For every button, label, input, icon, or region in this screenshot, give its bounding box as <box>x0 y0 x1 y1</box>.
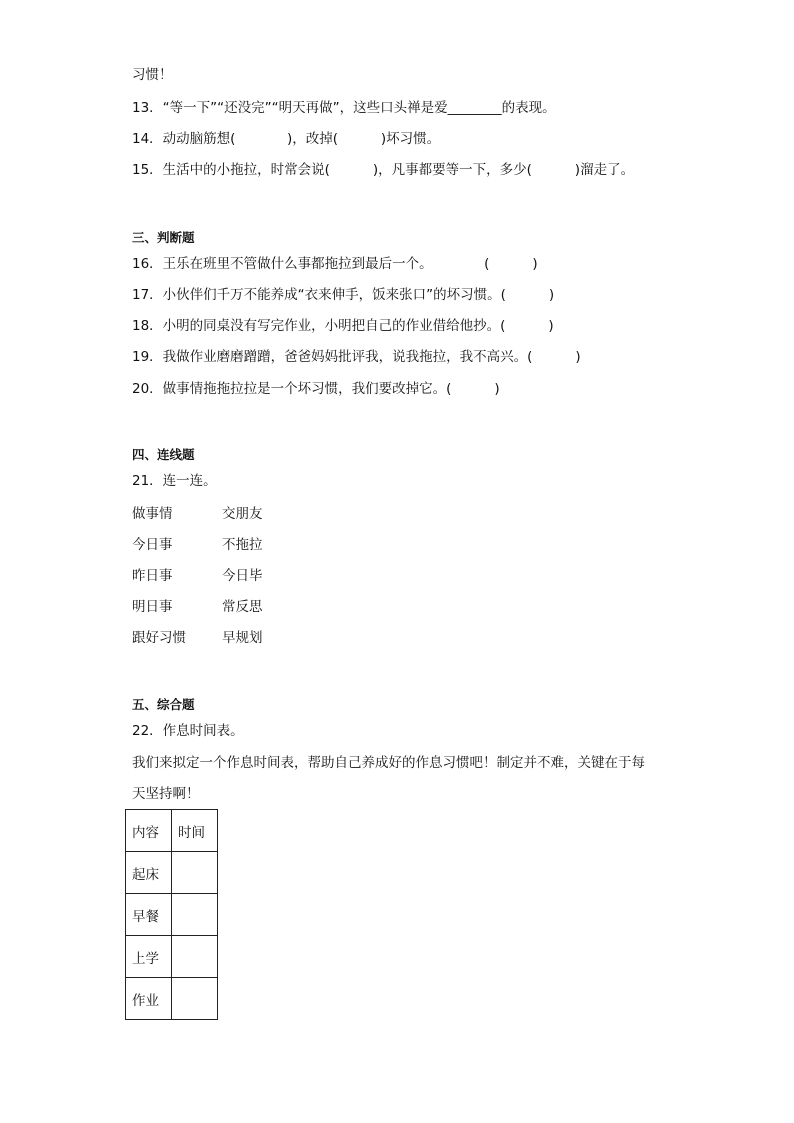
table-row <box>126 936 218 978</box>
table-cell-item: 上学 <box>126 936 172 978</box>
intro-line-1: 我们来拟定一个作息时间表，帮助自己养成好的作息习惯吧！制定并不难，关键在于每 <box>132 755 645 771</box>
match-left-item: 做事情 <box>132 506 173 522</box>
table-header-cell: 时间 <box>172 810 218 852</box>
question-18: 18．小明的同桌没有写完作业，小明把自己的作业借给他抄。( ) <box>132 318 554 334</box>
question-21: 21．连一连。 <box>132 473 217 489</box>
table-cell-time[interactable] <box>172 852 218 894</box>
question-20: 20．做事情拖拖拉拉是一个坏习惯，我们要改掉它。( ) <box>132 381 500 397</box>
fill-question-tail: 习惯！ <box>132 67 173 83</box>
match-right-item: 常反思 <box>222 599 263 615</box>
question-16: 16．王乐在班里不管做什么事都拖拉到最后一个。 ( ) <box>132 256 538 272</box>
match-right-item: 不拖拉 <box>222 537 263 553</box>
table-row <box>126 894 218 936</box>
table-row <box>126 852 218 894</box>
question-22: 22．作息时间表。 <box>132 723 244 739</box>
match-right-item: 今日毕 <box>222 568 263 584</box>
match-right-item: 交朋友 <box>222 506 263 522</box>
match-left-item: 今日事 <box>132 537 173 553</box>
match-right-item: 早规划 <box>222 630 263 646</box>
section-5-title: 五、综合题 <box>132 697 195 712</box>
question-13: 13．“等一下”“还没完”“明天再做”，这些口头禅是爱________的表现。 <box>132 100 556 116</box>
question-14: 14．动动脑筋想( )，改掉( )坏习惯。 <box>132 131 441 147</box>
table-cell-item: 早餐 <box>126 894 172 936</box>
intro-line-2: 天坚持啊！ <box>132 786 200 802</box>
section-4-title: 四、连线题 <box>132 447 195 462</box>
table-row <box>126 978 218 1020</box>
match-left-item: 昨日事 <box>132 568 173 584</box>
question-15: 15．生活中的小拖拉，时常会说( )，凡事都要等一下，多少( )溜走了。 <box>132 162 635 178</box>
question-19: 19．我做作业磨磨蹭蹭，爸爸妈妈批评我，说我拖拉，我不高兴。( ) <box>132 349 581 365</box>
table-cell-item: 起床 <box>126 852 172 894</box>
table-cell-item: 作业 <box>126 978 172 1020</box>
table-cell-time[interactable] <box>172 936 218 978</box>
section-3-title: 三、判断题 <box>132 230 195 245</box>
match-left-item: 明日事 <box>132 599 173 615</box>
question-17: 17．小伙伴们千万不能养成“衣来伸手，饭来张口”的坏习惯。( ) <box>132 287 555 303</box>
table-cell-time[interactable] <box>172 894 218 936</box>
match-left-item: 跟好习惯 <box>132 630 186 646</box>
schedule-table <box>125 809 218 1020</box>
table-cell-time[interactable] <box>172 978 218 1020</box>
table-header-row <box>126 810 218 852</box>
table-header-cell: 内容 <box>126 810 172 852</box>
